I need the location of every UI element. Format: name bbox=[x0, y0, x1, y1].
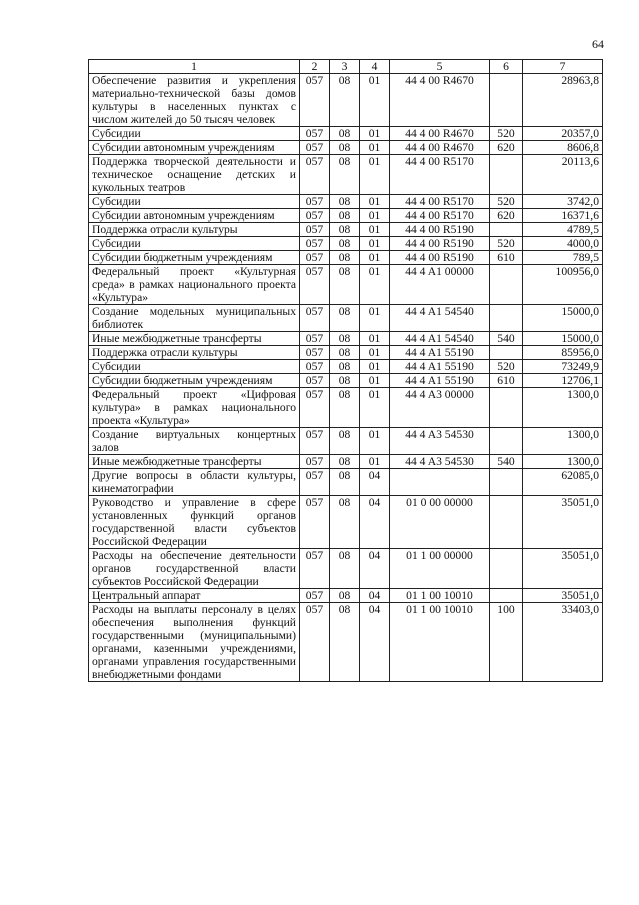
row-expense-type-cell bbox=[490, 549, 523, 589]
row-expense-type-cell bbox=[490, 469, 523, 496]
table-body bbox=[89, 74, 603, 682]
row-admin-code-cell: 057 bbox=[300, 251, 330, 265]
row-subsection-cell: 01 bbox=[360, 209, 390, 223]
row-expense-type-cell bbox=[490, 346, 523, 360]
row-section-cell: 08 bbox=[330, 589, 360, 603]
row-admin-code-cell: 057 bbox=[300, 549, 330, 589]
row-admin-code-cell: 057 bbox=[300, 141, 330, 155]
row-section-cell: 08 bbox=[330, 305, 360, 332]
row-admin-code-cell: 057 bbox=[300, 455, 330, 469]
row-subsection-cell: 01 bbox=[360, 374, 390, 388]
row-subsection-cell: 01 bbox=[360, 141, 390, 155]
header-cell: 2 bbox=[300, 60, 330, 74]
row-amount-cell: 12706,1 bbox=[523, 374, 603, 388]
row-admin-code-cell: 057 bbox=[300, 360, 330, 374]
table-row bbox=[89, 589, 603, 603]
row-expense-type-cell: 540 bbox=[490, 332, 523, 346]
row-amount-cell: 33403,0 bbox=[523, 603, 603, 682]
row-admin-code-cell: 057 bbox=[300, 155, 330, 195]
row-name-cell: Субсидии бюджетным учреждениям bbox=[89, 374, 300, 388]
row-subsection-cell: 04 bbox=[360, 549, 390, 589]
table-row bbox=[89, 549, 603, 589]
table-row bbox=[89, 455, 603, 469]
row-amount-cell: 4000,0 bbox=[523, 237, 603, 251]
row-name-cell: Иные межбюджетные трансферты bbox=[89, 332, 300, 346]
table-row bbox=[89, 603, 603, 682]
table-row bbox=[89, 346, 603, 360]
row-amount-cell: 1300,0 bbox=[523, 455, 603, 469]
row-name-cell: Поддержка отрасли культуры bbox=[89, 346, 300, 360]
row-subsection-cell: 01 bbox=[360, 305, 390, 332]
row-target-code-cell: 44 4 A3 54530 bbox=[390, 428, 490, 455]
row-name-cell: Субсидии bbox=[89, 127, 300, 141]
row-admin-code-cell: 057 bbox=[300, 388, 330, 428]
row-section-cell: 08 bbox=[330, 209, 360, 223]
row-name-cell: Субсидии бюджетным учреждениям bbox=[89, 251, 300, 265]
row-subsection-cell: 01 bbox=[360, 155, 390, 195]
row-subsection-cell: 01 bbox=[360, 195, 390, 209]
row-name-cell: Субсидии bbox=[89, 237, 300, 251]
row-amount-cell: 1300,0 bbox=[523, 388, 603, 428]
table-row bbox=[89, 469, 603, 496]
row-name-cell: Создание модельных муниципальных библиотек bbox=[89, 305, 300, 332]
table-row bbox=[89, 428, 603, 455]
row-target-code-cell: 44 4 00 R5190 bbox=[390, 223, 490, 237]
row-amount-cell: 15000,0 bbox=[523, 332, 603, 346]
row-target-code-cell: 44 4 A1 54540 bbox=[390, 305, 490, 332]
row-subsection-cell: 04 bbox=[360, 469, 390, 496]
table-row bbox=[89, 195, 603, 209]
row-amount-cell: 35051,0 bbox=[523, 589, 603, 603]
header-row bbox=[89, 60, 603, 74]
row-name-cell: Субсидии bbox=[89, 195, 300, 209]
row-target-code-cell: 44 4 A1 55190 bbox=[390, 374, 490, 388]
table-row bbox=[89, 155, 603, 195]
row-name-cell: Обеспечение развития и укрепления материально-технической базы домов культуры в населенных пунктах с числом жителей до 50 тысяч человек bbox=[89, 74, 300, 127]
row-admin-code-cell: 057 bbox=[300, 332, 330, 346]
row-admin-code-cell: 057 bbox=[300, 223, 330, 237]
row-section-cell: 08 bbox=[330, 74, 360, 127]
row-target-code-cell: 01 0 00 00000 bbox=[390, 496, 490, 549]
row-section-cell: 08 bbox=[330, 496, 360, 549]
row-expense-type-cell: 540 bbox=[490, 455, 523, 469]
table-row bbox=[89, 332, 603, 346]
row-name-cell: Поддержка творческой деятельности и техническое оснащение детских и кукольных театров bbox=[89, 155, 300, 195]
row-subsection-cell: 04 bbox=[360, 496, 390, 549]
row-section-cell: 08 bbox=[330, 195, 360, 209]
row-admin-code-cell: 057 bbox=[300, 74, 330, 127]
row-target-code-cell: 44 4 A1 54540 bbox=[390, 332, 490, 346]
row-name-cell: Расходы на обеспечение деятельности органов государственной власти субъектов Российской Федерации bbox=[89, 549, 300, 589]
row-target-code-cell: 01 1 00 10010 bbox=[390, 589, 490, 603]
row-subsection-cell: 01 bbox=[360, 265, 390, 305]
row-subsection-cell: 01 bbox=[360, 455, 390, 469]
row-name-cell: Расходы на выплаты персоналу в целях обеспечения выполнения функций государственными (муниципальными) органами, казенными учреждениями, органами управления государственными внебюджетными фондами bbox=[89, 603, 300, 682]
row-expense-type-cell: 520 bbox=[490, 360, 523, 374]
row-expense-type-cell bbox=[490, 223, 523, 237]
row-subsection-cell: 01 bbox=[360, 332, 390, 346]
row-name-cell: Субсидии автономным учреждениям bbox=[89, 141, 300, 155]
row-amount-cell: 15000,0 bbox=[523, 305, 603, 332]
row-section-cell: 08 bbox=[330, 603, 360, 682]
row-section-cell: 08 bbox=[330, 127, 360, 141]
row-amount-cell: 100956,0 bbox=[523, 265, 603, 305]
row-section-cell: 08 bbox=[330, 237, 360, 251]
row-expense-type-cell bbox=[490, 428, 523, 455]
budget-table bbox=[88, 59, 603, 682]
table-row bbox=[89, 127, 603, 141]
row-subsection-cell: 01 bbox=[360, 74, 390, 127]
row-name-cell: Поддержка отрасли культуры bbox=[89, 223, 300, 237]
row-section-cell: 08 bbox=[330, 346, 360, 360]
row-section-cell: 08 bbox=[330, 549, 360, 589]
row-amount-cell: 3742,0 bbox=[523, 195, 603, 209]
row-subsection-cell: 01 bbox=[360, 428, 390, 455]
row-section-cell: 08 bbox=[330, 455, 360, 469]
row-expense-type-cell: 620 bbox=[490, 141, 523, 155]
table-row bbox=[89, 237, 603, 251]
row-target-code-cell: 44 4 00 R5170 bbox=[390, 209, 490, 223]
row-amount-cell: 16371,6 bbox=[523, 209, 603, 223]
row-subsection-cell: 01 bbox=[360, 360, 390, 374]
row-admin-code-cell: 057 bbox=[300, 209, 330, 223]
row-name-cell: Субсидии автономным учреждениям bbox=[89, 209, 300, 223]
row-admin-code-cell: 057 bbox=[300, 603, 330, 682]
row-section-cell: 08 bbox=[330, 155, 360, 195]
row-amount-cell: 73249,9 bbox=[523, 360, 603, 374]
table-row bbox=[89, 265, 603, 305]
row-section-cell: 08 bbox=[330, 360, 360, 374]
row-expense-type-cell bbox=[490, 155, 523, 195]
header-cell: 6 bbox=[490, 60, 523, 74]
table-row bbox=[89, 141, 603, 155]
row-target-code-cell: 44 4 A1 00000 bbox=[390, 265, 490, 305]
header-cell: 5 bbox=[390, 60, 490, 74]
row-name-cell: Руководство и управление в сфере установленных функций органов государственной власти субъектов Российской Федерации bbox=[89, 496, 300, 549]
table-row bbox=[89, 209, 603, 223]
row-admin-code-cell: 057 bbox=[300, 589, 330, 603]
row-name-cell: Создание виртуальных концертных залов bbox=[89, 428, 300, 455]
row-target-code-cell bbox=[390, 469, 490, 496]
table-row bbox=[89, 374, 603, 388]
row-target-code-cell: 44 4 00 R5190 bbox=[390, 251, 490, 265]
row-section-cell: 08 bbox=[330, 265, 360, 305]
row-name-cell: Федеральный проект «Культурная среда» в рамках национального проекта «Культура» bbox=[89, 265, 300, 305]
row-amount-cell: 28963,8 bbox=[523, 74, 603, 127]
row-subsection-cell: 01 bbox=[360, 127, 390, 141]
table-row bbox=[89, 388, 603, 428]
row-expense-type-cell: 620 bbox=[490, 209, 523, 223]
table-row bbox=[89, 223, 603, 237]
table-row bbox=[89, 360, 603, 374]
header-cell: 1 bbox=[89, 60, 300, 74]
row-section-cell: 08 bbox=[330, 251, 360, 265]
row-amount-cell: 62085,0 bbox=[523, 469, 603, 496]
row-admin-code-cell: 057 bbox=[300, 428, 330, 455]
row-admin-code-cell: 057 bbox=[300, 374, 330, 388]
row-amount-cell: 789,5 bbox=[523, 251, 603, 265]
row-name-cell: Центральный аппарат bbox=[89, 589, 300, 603]
row-target-code-cell: 44 4 00 R5170 bbox=[390, 155, 490, 195]
row-target-code-cell: 44 4 00 R4670 bbox=[390, 141, 490, 155]
row-expense-type-cell bbox=[490, 496, 523, 549]
row-name-cell: Субсидии bbox=[89, 360, 300, 374]
row-target-code-cell: 44 4 A3 54530 bbox=[390, 455, 490, 469]
row-subsection-cell: 04 bbox=[360, 589, 390, 603]
row-target-code-cell: 44 4 00 R4670 bbox=[390, 127, 490, 141]
header-cell: 7 bbox=[523, 60, 603, 74]
row-amount-cell: 4789,5 bbox=[523, 223, 603, 237]
row-expense-type-cell: 610 bbox=[490, 251, 523, 265]
page-number: 64 bbox=[592, 37, 604, 51]
row-expense-type-cell: 520 bbox=[490, 195, 523, 209]
table-row bbox=[89, 74, 603, 127]
row-admin-code-cell: 057 bbox=[300, 496, 330, 549]
row-subsection-cell: 01 bbox=[360, 223, 390, 237]
row-section-cell: 08 bbox=[330, 332, 360, 346]
row-target-code-cell: 44 4 00 R5190 bbox=[390, 237, 490, 251]
row-name-cell: Федеральный проект «Цифровая культура» в рамках национального проекта «Культура» bbox=[89, 388, 300, 428]
row-amount-cell: 35051,0 bbox=[523, 549, 603, 589]
table-row bbox=[89, 305, 603, 332]
row-target-code-cell: 01 1 00 00000 bbox=[390, 549, 490, 589]
row-name-cell: Другие вопросы в области культуры, кинематографии bbox=[89, 469, 300, 496]
row-name-cell: Иные межбюджетные трансферты bbox=[89, 455, 300, 469]
row-admin-code-cell: 057 bbox=[300, 127, 330, 141]
row-expense-type-cell: 520 bbox=[490, 127, 523, 141]
row-admin-code-cell: 057 bbox=[300, 469, 330, 496]
row-expense-type-cell: 100 bbox=[490, 603, 523, 682]
row-target-code-cell: 44 4 A1 55190 bbox=[390, 346, 490, 360]
row-amount-cell: 1300,0 bbox=[523, 428, 603, 455]
row-subsection-cell: 01 bbox=[360, 237, 390, 251]
row-section-cell: 08 bbox=[330, 388, 360, 428]
row-section-cell: 08 bbox=[330, 374, 360, 388]
row-expense-type-cell: 520 bbox=[490, 237, 523, 251]
row-target-code-cell: 44 4 00 R4670 bbox=[390, 74, 490, 127]
row-expense-type-cell bbox=[490, 265, 523, 305]
row-expense-type-cell bbox=[490, 74, 523, 127]
table-row bbox=[89, 251, 603, 265]
row-section-cell: 08 bbox=[330, 428, 360, 455]
row-target-code-cell: 01 1 00 10010 bbox=[390, 603, 490, 682]
row-target-code-cell: 44 4 A3 00000 bbox=[390, 388, 490, 428]
row-expense-type-cell bbox=[490, 589, 523, 603]
row-subsection-cell: 01 bbox=[360, 346, 390, 360]
row-expense-type-cell: 610 bbox=[490, 374, 523, 388]
row-expense-type-cell bbox=[490, 305, 523, 332]
row-subsection-cell: 01 bbox=[360, 388, 390, 428]
row-section-cell: 08 bbox=[330, 469, 360, 496]
row-admin-code-cell: 057 bbox=[300, 237, 330, 251]
row-admin-code-cell: 057 bbox=[300, 346, 330, 360]
row-section-cell: 08 bbox=[330, 223, 360, 237]
row-admin-code-cell: 057 bbox=[300, 195, 330, 209]
row-amount-cell: 20113,6 bbox=[523, 155, 603, 195]
row-amount-cell: 35051,0 bbox=[523, 496, 603, 549]
row-expense-type-cell bbox=[490, 388, 523, 428]
table-row bbox=[89, 496, 603, 549]
header-cell: 3 bbox=[330, 60, 360, 74]
row-target-code-cell: 44 4 A1 55190 bbox=[390, 360, 490, 374]
row-admin-code-cell: 057 bbox=[300, 265, 330, 305]
row-subsection-cell: 04 bbox=[360, 603, 390, 682]
row-target-code-cell: 44 4 00 R5170 bbox=[390, 195, 490, 209]
header-cell: 4 bbox=[360, 60, 390, 74]
row-subsection-cell: 01 bbox=[360, 251, 390, 265]
row-amount-cell: 85956,0 bbox=[523, 346, 603, 360]
row-section-cell: 08 bbox=[330, 141, 360, 155]
row-amount-cell: 20357,0 bbox=[523, 127, 603, 141]
row-admin-code-cell: 057 bbox=[300, 305, 330, 332]
row-amount-cell: 8606,8 bbox=[523, 141, 603, 155]
